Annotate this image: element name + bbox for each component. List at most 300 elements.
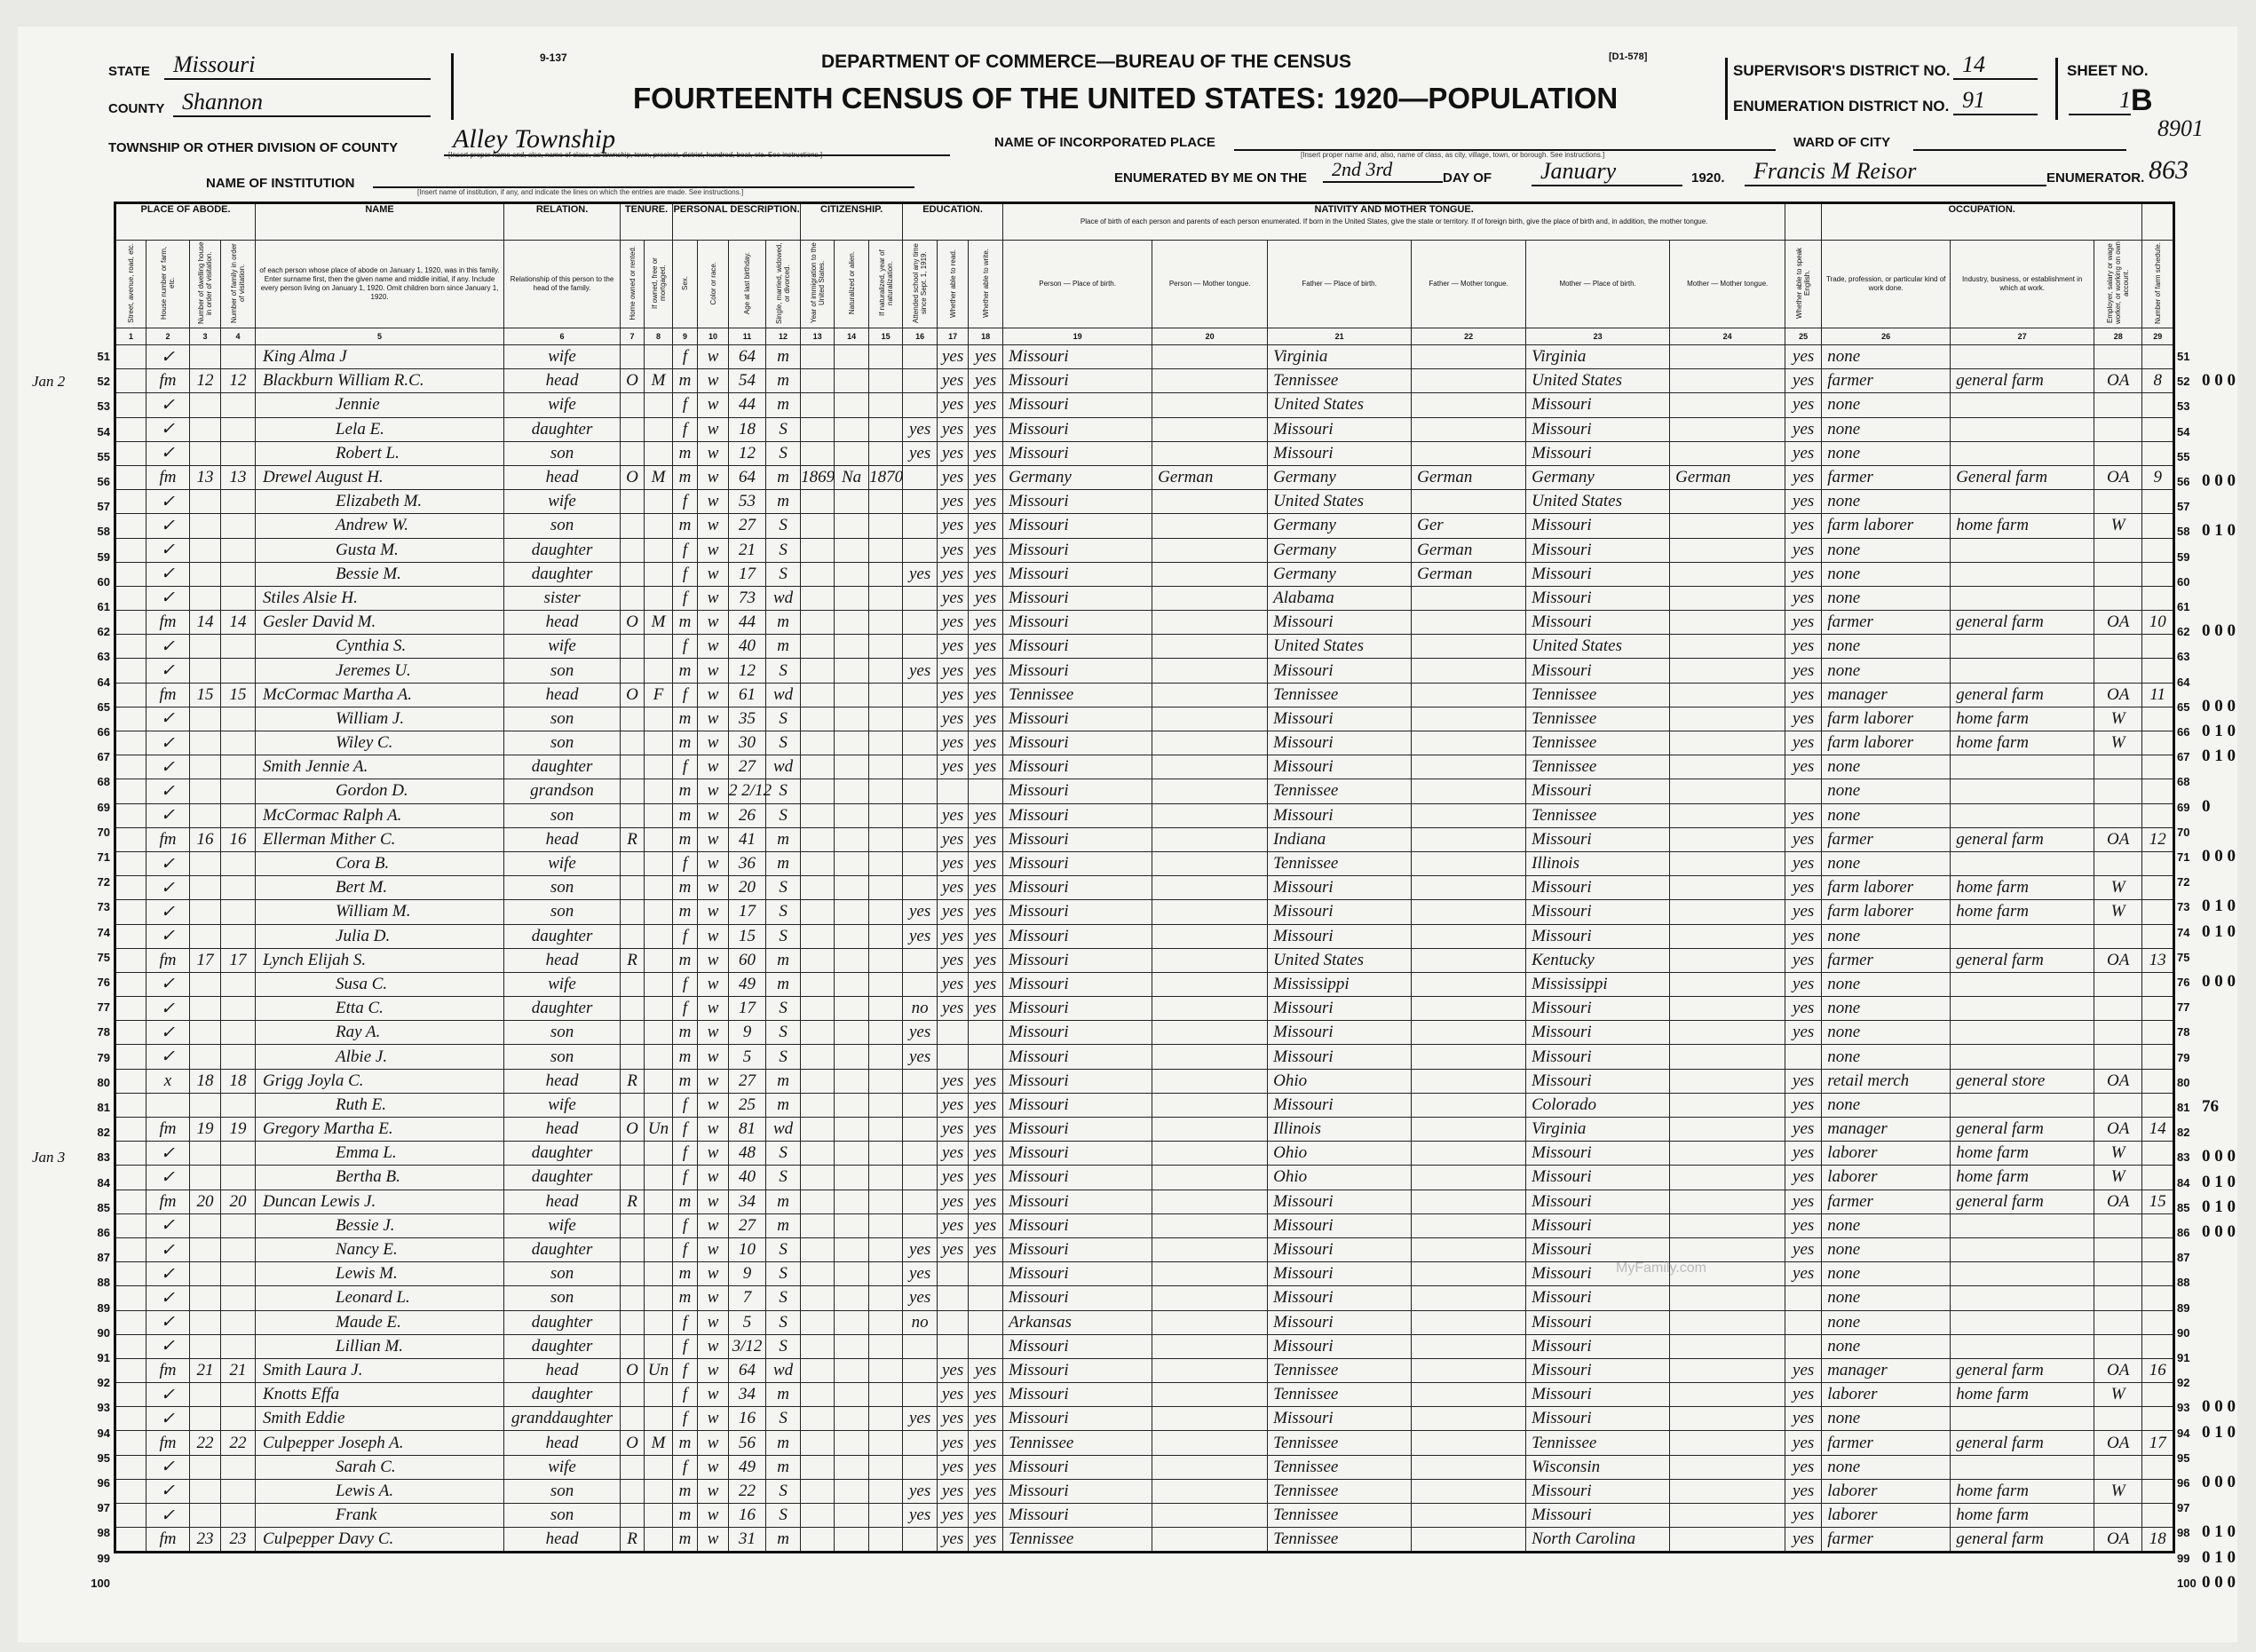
naturalization-cell: [835, 441, 869, 465]
year-label: 1920.: [1691, 170, 1725, 186]
farm-schedule-cell: [2142, 876, 2174, 900]
mortgage-cell: [645, 1093, 673, 1117]
marital-status-cell: S: [766, 514, 801, 538]
mortgage-cell: [645, 948, 673, 972]
school-cell: [903, 1093, 938, 1117]
mother-tongue-cell: [1152, 514, 1268, 538]
mother-birthplace-cell: Missouri: [1526, 1286, 1670, 1310]
trade-cell: farmer: [1822, 1431, 1951, 1455]
race-cell: w: [698, 755, 729, 779]
sex-cell: m: [673, 900, 698, 924]
speaks-english-cell: yes: [1785, 1237, 1822, 1261]
industry-cell: [1951, 1093, 2094, 1117]
name-cell: Bessie J.: [256, 1213, 504, 1237]
mother-tongue-of-mother-cell: [1670, 707, 1785, 731]
age-cell: 21: [729, 538, 766, 562]
sex-cell: m: [673, 1021, 698, 1045]
age-cell: 34: [729, 1190, 766, 1213]
relation-cell: wife: [504, 1093, 621, 1117]
column-header: [1951, 241, 2094, 328]
relation-cell: son: [504, 876, 621, 900]
street-cell: [115, 1479, 146, 1503]
mother-birthplace-cell: North Carolina: [1526, 1528, 1670, 1553]
father-birthplace-cell: Missouri: [1268, 1334, 1412, 1358]
enumerated-label: ENUMERATED BY ME ON THE: [1114, 170, 1307, 186]
coding-mark: 0 1 0: [2202, 1422, 2236, 1442]
line-number: 97: [97, 1501, 110, 1515]
dwelling-number-cell: 12: [190, 369, 221, 393]
name-cell: Bessie M.: [256, 562, 504, 586]
column-header: [2094, 241, 2142, 328]
coding-mark: 0 1 0: [2202, 521, 2236, 541]
marital-status-cell: S: [766, 1310, 801, 1334]
coding-mark: 0 1 0: [2202, 1172, 2236, 1191]
school-cell: [903, 803, 938, 827]
employer-class-cell: [2094, 490, 2142, 514]
relation-cell: son: [504, 659, 621, 683]
mortgage-cell: [645, 1455, 673, 1479]
naturalization-year-cell: [869, 1262, 903, 1286]
column-header-label: Year of immigration to the United States.: [809, 242, 826, 324]
trade-cell: farmer: [1822, 827, 1951, 851]
school-cell: [903, 683, 938, 707]
speaks-english-cell: yes: [1785, 803, 1822, 827]
table-row: [115, 1286, 2174, 1310]
farm-schedule-cell: 10: [2142, 611, 2174, 635]
farm-schedule-cell: [2142, 1262, 2174, 1286]
family-number-cell: [221, 1142, 256, 1166]
naturalization-year-cell: [869, 490, 903, 514]
mother-birthplace-cell: Wisconsin: [1526, 1455, 1670, 1479]
age-cell: 12: [729, 659, 766, 683]
marital-status-cell: S: [766, 876, 801, 900]
mother-tongue-of-mother-cell: [1670, 683, 1785, 707]
line-number-right: 80: [2177, 1075, 2190, 1089]
house-number-cell: fm: [146, 683, 190, 707]
mother-birthplace-cell: Missouri: [1526, 562, 1670, 586]
mother-tongue-cell: [1152, 586, 1268, 610]
state-label: STATE: [108, 64, 150, 79]
farm-schedule-cell: 18: [2142, 1528, 2174, 1553]
father-birthplace-cell: Missouri: [1268, 1093, 1412, 1117]
line-number-right: 71: [2177, 850, 2190, 864]
relation-cell: son: [504, 1262, 621, 1286]
school-cell: [903, 1528, 938, 1553]
street-cell: [115, 1118, 146, 1142]
sex-cell: f: [673, 997, 698, 1021]
trade-cell: farmer: [1822, 948, 1951, 972]
industry-cell: home farm: [1951, 1166, 2094, 1190]
industry-cell: General farm: [1951, 465, 2094, 489]
home-tenure-cell: R: [621, 1190, 645, 1213]
father-birthplace-cell: Missouri: [1268, 1237, 1412, 1261]
line-number: 83: [97, 1150, 110, 1165]
line-number: 71: [97, 850, 110, 864]
line-number: 76: [97, 976, 110, 989]
employer-class-cell: OA: [2094, 1069, 2142, 1093]
mother-tongue-of-mother-cell: [1670, 393, 1785, 417]
read-cell: yes: [938, 611, 969, 635]
enumerated-day: 2nd 3rd: [1323, 158, 1443, 183]
read-cell: [938, 1045, 969, 1069]
age-cell: 5: [729, 1310, 766, 1334]
mother-birthplace-cell: Mississippi: [1526, 972, 1670, 996]
name-cell: Lewis A.: [256, 1479, 504, 1503]
column-number: 22: [1412, 328, 1526, 345]
father-tongue-cell: [1412, 1407, 1526, 1431]
race-cell: w: [698, 997, 729, 1021]
name-cell: William M.: [256, 900, 504, 924]
mother-tongue-of-mother-cell: [1670, 1455, 1785, 1479]
industry-cell: [1951, 1045, 2094, 1069]
naturalization-year-cell: [869, 1528, 903, 1553]
employer-class-cell: W: [2094, 900, 2142, 924]
employer-class-cell: [2094, 345, 2142, 369]
line-number: 84: [97, 1175, 110, 1190]
line-number-right: 95: [2177, 1450, 2190, 1465]
birthplace-cell: Missouri: [1003, 1383, 1152, 1407]
father-birthplace-cell: Missouri: [1268, 1286, 1412, 1310]
read-cell: yes: [938, 827, 969, 851]
house-number-cell: ✓: [146, 586, 190, 610]
school-cell: [903, 972, 938, 996]
employer-class-cell: OA: [2094, 465, 2142, 489]
trade-cell: none: [1822, 755, 1951, 779]
mother-tongue-of-mother-cell: [1670, 1021, 1785, 1045]
sex-cell: f: [673, 1310, 698, 1334]
employer-class-cell: [2094, 1455, 2142, 1479]
employer-class-cell: OA: [2094, 1118, 2142, 1142]
school-cell: [903, 369, 938, 393]
father-tongue-cell: [1412, 851, 1526, 875]
line-number: 93: [97, 1401, 110, 1415]
column-header: [504, 241, 621, 328]
relation-cell: sister: [504, 586, 621, 610]
mortgage-cell: [645, 345, 673, 369]
birthplace-cell: Missouri: [1003, 1334, 1152, 1358]
state-value: Missouri: [164, 51, 431, 80]
write-cell: yes: [969, 948, 1003, 972]
sex-cell: m: [673, 611, 698, 635]
marital-status-cell: m: [766, 393, 801, 417]
line-number: 69: [97, 800, 110, 814]
father-tongue-cell: [1412, 972, 1526, 996]
dwelling-number-cell: [190, 924, 221, 948]
column-header-label: Single, married, widowed, or divorced.: [775, 242, 792, 324]
dwelling-number-cell: 19: [190, 1118, 221, 1142]
column-header-label: Street, avenue, road, etc.: [127, 243, 135, 323]
home-tenure-cell: [621, 635, 645, 659]
father-tongue-cell: [1412, 1166, 1526, 1190]
school-cell: [903, 514, 938, 538]
street-cell: [115, 1021, 146, 1045]
read-cell: yes: [938, 562, 969, 586]
dwelling-number-cell: 18: [190, 1069, 221, 1093]
incorporated-value: [1234, 133, 1776, 151]
industry-cell: general farm: [1951, 611, 2094, 635]
farm-schedule-cell: [2142, 441, 2174, 465]
immigration-year-cell: [801, 997, 835, 1021]
coding-mark: 0 1 0: [2202, 747, 2236, 766]
naturalization-year-cell: [869, 827, 903, 851]
house-number-cell: ✓: [146, 538, 190, 562]
mother-tongue-cell: [1152, 562, 1268, 586]
street-cell: [115, 635, 146, 659]
mother-tongue-of-mother-cell: [1670, 1213, 1785, 1237]
employer-class-cell: [2094, 562, 2142, 586]
mother-birthplace-cell: Missouri: [1526, 1069, 1670, 1093]
mother-birthplace-cell: Missouri: [1526, 1479, 1670, 1503]
race-cell: w: [698, 900, 729, 924]
street-cell: [115, 803, 146, 827]
line-number: 75: [97, 950, 110, 964]
marital-status-cell: wd: [766, 586, 801, 610]
mother-tongue-of-mother-cell: [1670, 1190, 1785, 1213]
industry-cell: general farm: [1951, 948, 2094, 972]
house-number-cell: ✓: [146, 1504, 190, 1528]
column-number: 27: [1951, 328, 2094, 345]
mortgage-cell: [645, 779, 673, 803]
write-cell: yes: [969, 611, 1003, 635]
street-cell: [115, 972, 146, 996]
trade-cell: none: [1822, 393, 1951, 417]
line-number: 86: [97, 1226, 110, 1239]
birthplace-cell: Missouri: [1003, 1142, 1152, 1166]
read-cell: yes: [938, 393, 969, 417]
trade-cell: none: [1822, 803, 1951, 827]
naturalization-year-cell: [869, 1142, 903, 1166]
marital-status-cell: S: [766, 1021, 801, 1045]
street-cell: [115, 1190, 146, 1213]
immigration-year-cell: [801, 1045, 835, 1069]
line-number-right: 72: [2177, 875, 2190, 889]
marital-status-cell: S: [766, 1166, 801, 1190]
read-cell: yes: [938, 1528, 969, 1553]
naturalization-cell: [835, 1093, 869, 1117]
birthplace-cell: Missouri: [1003, 1045, 1152, 1069]
industry-cell: [1951, 538, 2094, 562]
column-header-label: Person — Mother tongue.: [1168, 280, 1251, 288]
line-number: 54: [97, 424, 110, 439]
farm-schedule-cell: 16: [2142, 1358, 2174, 1382]
name-cell: Jennie: [256, 393, 504, 417]
dwelling-number-cell: 17: [190, 948, 221, 972]
speaks-english-cell: yes: [1785, 635, 1822, 659]
father-tongue-cell: [1412, 1118, 1526, 1142]
industry-cell: [1951, 417, 2094, 441]
race-cell: w: [698, 538, 729, 562]
dwelling-number-cell: [190, 562, 221, 586]
column-header: [1268, 241, 1412, 328]
write-cell: yes: [969, 827, 1003, 851]
column-header-label: Person — Place of birth.: [1039, 280, 1116, 288]
dwelling-number-cell: [190, 1021, 221, 1045]
column-header-label: Number of farm schedule.: [2153, 241, 2162, 325]
sex-cell: m: [673, 465, 698, 489]
farm-schedule-cell: [2142, 1504, 2174, 1528]
read-cell: yes: [938, 586, 969, 610]
write-cell: [969, 1262, 1003, 1286]
home-tenure-cell: O: [621, 611, 645, 635]
street-cell: [115, 514, 146, 538]
race-cell: w: [698, 1431, 729, 1455]
column-number: 2: [146, 328, 190, 345]
line-number-right: 64: [2177, 675, 2190, 689]
marital-status-cell: S: [766, 924, 801, 948]
trade-cell: none: [1822, 972, 1951, 996]
column-header-label: Sex.: [681, 275, 690, 290]
write-cell: yes: [969, 1069, 1003, 1093]
house-number-cell: ✓: [146, 1310, 190, 1334]
immigration-year-cell: [801, 1093, 835, 1117]
family-number-cell: [221, 538, 256, 562]
age-cell: 27: [729, 1213, 766, 1237]
age-cell: 40: [729, 1166, 766, 1190]
employer-class-cell: W: [2094, 1166, 2142, 1190]
naturalization-year-cell: [869, 997, 903, 1021]
column-number: 28: [2094, 328, 2142, 345]
mother-birthplace-cell: Missouri: [1526, 659, 1670, 683]
mother-tongue-of-mother-cell: [1670, 731, 1785, 755]
trade-cell: none: [1822, 586, 1951, 610]
marital-status-cell: S: [766, 1504, 801, 1528]
trade-cell: none: [1822, 538, 1951, 562]
immigration-year-cell: [801, 755, 835, 779]
mother-birthplace-cell: Colorado: [1526, 1093, 1670, 1117]
employer-class-cell: [2094, 1286, 2142, 1310]
line-number: 96: [97, 1476, 110, 1490]
race-cell: w: [698, 924, 729, 948]
race-cell: w: [698, 1190, 729, 1213]
school-cell: [903, 1358, 938, 1382]
trade-cell: none: [1822, 1237, 1951, 1261]
home-tenure-cell: [621, 851, 645, 875]
name-cell: Lela E.: [256, 417, 504, 441]
employer-class-cell: [2094, 635, 2142, 659]
farm-schedule-cell: [2142, 514, 2174, 538]
street-cell: [115, 1407, 146, 1431]
father-tongue-cell: German: [1412, 538, 1526, 562]
naturalization-year-cell: [869, 900, 903, 924]
immigration-year-cell: [801, 900, 835, 924]
age-cell: 49: [729, 1455, 766, 1479]
family-number-cell: [221, 417, 256, 441]
school-cell: [903, 827, 938, 851]
employer-class-cell: [2094, 1045, 2142, 1069]
mother-tongue-cell: [1152, 1383, 1268, 1407]
naturalization-year-cell: [869, 1479, 903, 1503]
family-number-cell: [221, 1213, 256, 1237]
column-header: [729, 241, 766, 328]
dwelling-number-cell: [190, 586, 221, 610]
speaks-english-cell: yes: [1785, 441, 1822, 465]
line-number: 51: [97, 350, 110, 363]
line-number-right: 51: [2177, 350, 2190, 363]
relation-cell: son: [504, 707, 621, 731]
immigration-year-cell: [801, 851, 835, 875]
street-cell: [115, 1310, 146, 1334]
father-tongue-cell: [1412, 924, 1526, 948]
relation-cell: daughter: [504, 755, 621, 779]
column-number: 4: [221, 328, 256, 345]
mother-tongue-cell: [1152, 1286, 1268, 1310]
read-cell: yes: [938, 972, 969, 996]
mother-tongue-of-mother-cell: [1670, 1528, 1785, 1553]
mother-birthplace-cell: Missouri: [1526, 827, 1670, 851]
mother-tongue-of-mother-cell: [1670, 948, 1785, 972]
father-birthplace-cell: Missouri: [1268, 611, 1412, 635]
line-number: 91: [97, 1351, 110, 1364]
mother-birthplace-cell: Missouri: [1526, 611, 1670, 635]
home-tenure-cell: [621, 1455, 645, 1479]
write-cell: yes: [969, 393, 1003, 417]
line-number: 94: [97, 1426, 110, 1440]
mother-birthplace-cell: Missouri: [1526, 1504, 1670, 1528]
trade-cell: retail merch: [1822, 1069, 1951, 1093]
mother-tongue-cell: [1152, 417, 1268, 441]
marital-status-cell: S: [766, 1407, 801, 1431]
speaks-english-cell: yes: [1785, 1528, 1822, 1553]
father-tongue-cell: [1412, 1528, 1526, 1553]
race-cell: w: [698, 1479, 729, 1503]
relation-cell: daughter: [504, 997, 621, 1021]
line-number-right: 55: [2177, 449, 2190, 463]
trade-cell: manager: [1822, 683, 1951, 707]
family-number-cell: [221, 562, 256, 586]
age-cell: 40: [729, 635, 766, 659]
coding-mark: 0 0 0: [2202, 1222, 2236, 1241]
trade-cell: none: [1822, 635, 1951, 659]
father-tongue-cell: [1412, 1021, 1526, 1045]
naturalization-year-cell: [869, 345, 903, 369]
marital-status-cell: S: [766, 997, 801, 1021]
table-row: [115, 851, 2174, 875]
farm-schedule-cell: [2142, 562, 2174, 586]
family-number-cell: [221, 1166, 256, 1190]
trade-cell: manager: [1822, 1358, 1951, 1382]
column-number: 6: [504, 328, 621, 345]
line-number: 58: [97, 525, 110, 539]
family-number-cell: [221, 1262, 256, 1286]
mortgage-cell: [645, 659, 673, 683]
sex-cell: m: [673, 731, 698, 755]
mother-birthplace-cell: Missouri: [1526, 1358, 1670, 1382]
birthplace-cell: Missouri: [1003, 393, 1152, 417]
mother-tongue-of-mother-cell: [1670, 417, 1785, 441]
mortgage-cell: Un: [645, 1358, 673, 1382]
read-cell: yes: [938, 345, 969, 369]
naturalization-year-cell: [869, 1431, 903, 1455]
write-cell: yes: [969, 490, 1003, 514]
name-cell: Bert M.: [256, 876, 504, 900]
trade-cell: manager: [1822, 1118, 1951, 1142]
table-row: [115, 1213, 2174, 1237]
farm-schedule-cell: [2142, 924, 2174, 948]
naturalization-cell: [835, 490, 869, 514]
trade-cell: none: [1822, 851, 1951, 875]
street-cell: [115, 611, 146, 635]
home-tenure-cell: [621, 393, 645, 417]
mortgage-cell: [645, 417, 673, 441]
dwelling-number-cell: [190, 1286, 221, 1310]
column-number: 16: [903, 328, 938, 345]
line-number-right: 92: [2177, 1376, 2190, 1390]
table-row: [115, 1479, 2174, 1503]
mother-tongue-of-mother-cell: [1670, 538, 1785, 562]
industry-cell: [1951, 345, 2094, 369]
immigration-year-cell: [801, 1021, 835, 1045]
school-cell: [903, 1431, 938, 1455]
